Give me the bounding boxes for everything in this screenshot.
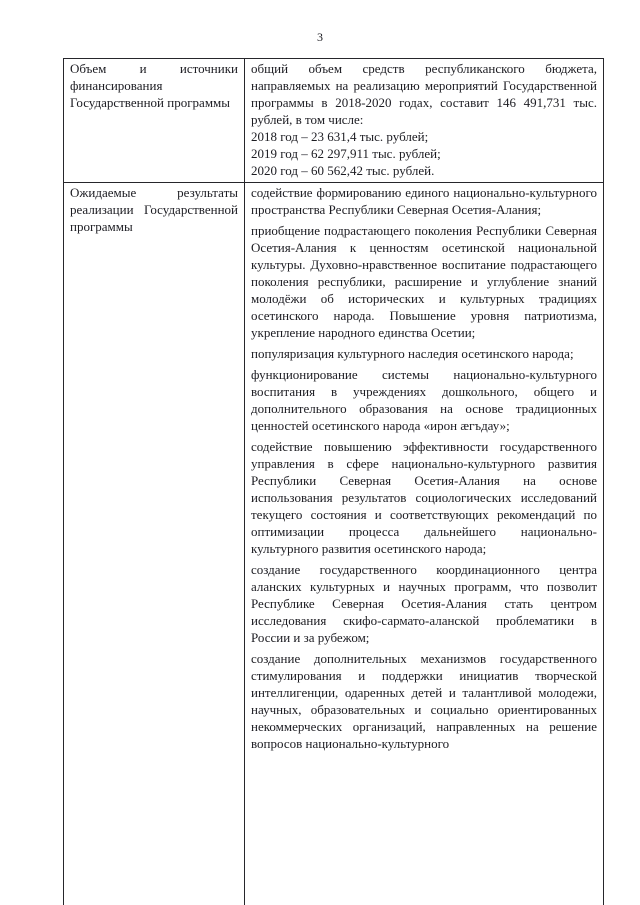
- paragraph-year-2018: 2018 год – 23 631,4 тыс. рублей;: [251, 129, 429, 144]
- row-header-expected-results: Ожидаемые результаты реализации Государственной программы: [70, 185, 238, 234]
- paragraph-result-5: содействие повышению эффективности государственного управления в сфере национально-культурного развития Республики Северная Осетия-Алания на основе использования результатов социологических исследований текущего состояния и соответствующих рекомендаций по оптимизации процесса дальнейшего национально-культурного развития осетинского народа;: [251, 439, 597, 556]
- paragraph-result-1: содействие формированию единого национально-культурного пространства Республики Северная Осетия-Алания;: [251, 185, 597, 217]
- paragraph-result-4: функционирование системы национально-культурного воспитания в учреждениях дошкольного, общего и дополнительного образования на основе традиционных ценностей осетинского народа «ирон æгъдау»;: [251, 367, 597, 433]
- results-header-cell: [64, 183, 245, 905]
- financing-header-cell: [64, 59, 245, 183]
- paragraph-year-2019: 2019 год – 62 297,911 тыс. рублей;: [251, 146, 441, 161]
- table-row-expected-results: [64, 183, 604, 905]
- paragraph-result-6: создание государственного координационного центра аланских культурных и научных программ, что позволит Республике Северная Осетия-Алания стать центром исследования скифо-сармато-аланской проблематики в России и за рубежом;: [251, 562, 597, 645]
- paragraph-result-3: популяризация культурного наследия осетинского народа;: [251, 346, 574, 361]
- row-header-financing: Объем и источники финансирования Государственной программы: [70, 61, 238, 110]
- paragraph-budget-total: общий объем средств республиканского бюджета, направляемых на реализацию мероприятий Государственной программы в 2018-2020 годах, составит 146 491,731 тыс. рублей, в том числе:: [251, 61, 597, 127]
- paragraph-year-2020: 2020 год – 60 562,42 тыс. рублей.: [251, 163, 435, 178]
- program-passport-table: [63, 58, 604, 905]
- paragraph-result-2: приобщение подрастающего поколения Республики Северная Осетия-Алания к ценностям осетинской национальной культуры. Духовно-нравственное воспитание подрастающего поколения республики, расширение и углубление знаний молодёжи об исторических и культурных традициях осетинского народа. Повышение уровня патриотизма, укрепление народного единства Осетии;: [251, 223, 597, 340]
- results-content-cell: [245, 183, 604, 905]
- paragraph-result-7: создание дополнительных механизмов государственного стимулирования и поддержки инициатив творческой интеллигенции, одаренных детей и талантливой молодежи, научных, образовательных и социально ориентированных некоммерческих организаций, направленных на решение вопросов национально-культурного: [251, 651, 597, 751]
- financing-content-cell: [245, 59, 604, 183]
- page-number: 3: [317, 30, 323, 44]
- table-row-financing: [64, 59, 604, 183]
